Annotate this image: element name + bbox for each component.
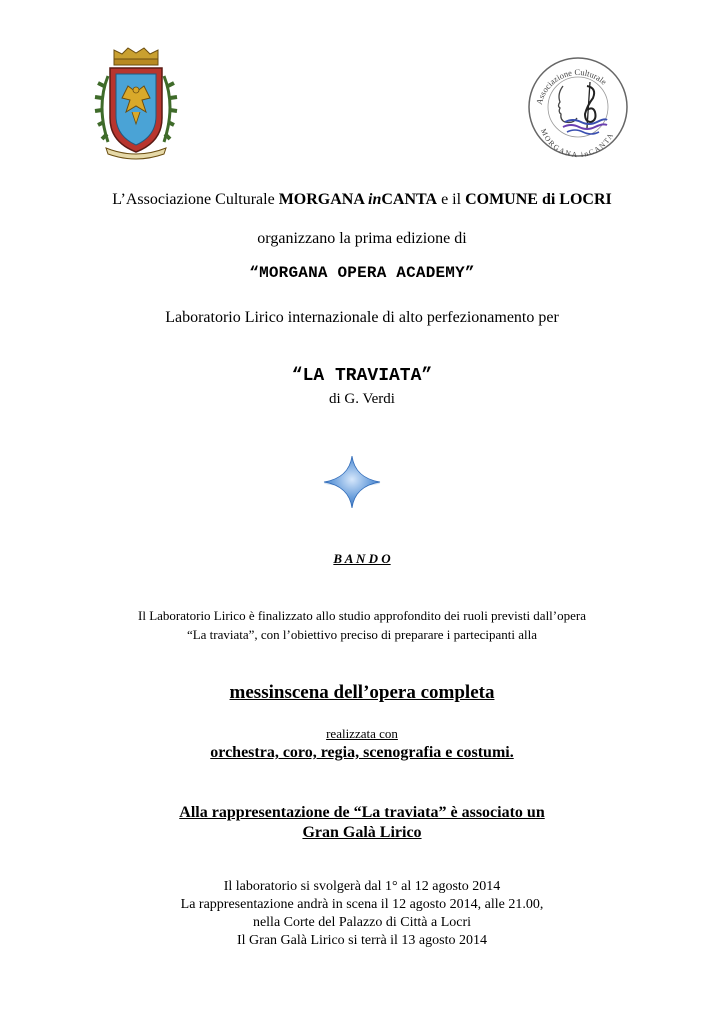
four-point-star-icon — [322, 454, 382, 510]
info-line-3: nella Corte del Palazzo di Città a Locri — [252, 915, 472, 930]
intro-conj: e il — [437, 191, 466, 208]
academy-title: “MORGANA OPERA ACADEMY” — [249, 264, 475, 282]
messinscena-heading: messinscena dell’opera completa — [229, 682, 495, 703]
orchestra-line: orchestra, coro, regia, scenografia e costumi. — [210, 744, 514, 761]
realizzata-line: realizzata con — [326, 726, 398, 741]
info-line-1: Il laboratorio si svolgerà dal 1° al 12 agosto 2014 — [223, 879, 501, 894]
intro-prefix: L’Associazione Culturale — [112, 191, 279, 208]
association-line-1: Alla rappresentazione de “La traviata” è associato un — [179, 804, 545, 821]
bando-heading: B A N D O — [333, 551, 391, 566]
intro-in: in — [368, 191, 382, 208]
intro-morgana: MORGANA — [278, 191, 369, 208]
association-logo-icon — [527, 56, 629, 158]
lab-line: Laboratorio Lirico internazionale di alto perfezionamento per — [165, 309, 559, 326]
info-line-4: Il Gran Galà Lirico si terrà il 13 agosto 2014 — [237, 933, 487, 948]
opera-title: “LA TRAVIATA” — [291, 366, 433, 386]
logo-text-bottom: MORGANA inCANTA — [538, 127, 616, 158]
intro-comune: COMUNE di LOCRI — [465, 191, 612, 208]
intro-canta: CANTA — [381, 191, 438, 208]
info-line-2: La rappresentazione andrà in scena il 12 agosto 2014, alle 21.00, — [180, 897, 544, 912]
association-line-2: Gran Galà Lirico — [302, 824, 422, 841]
intro-line — [0, 191, 724, 209]
organize-line: organizzano la prima edizione di — [257, 230, 467, 247]
coat-of-arms-icon — [94, 46, 178, 160]
composer-line: di G. Verdi — [329, 391, 395, 407]
description-line-2: “La traviata”, con l’obiettivo preciso di preparare i partecipanti alla — [186, 627, 538, 642]
description-line-1: Il Laboratorio Lirico è finalizzato allo studio approfondito dei ruoli previsti dall’opera — [138, 608, 586, 623]
logo-text-top: Associazione Culturale — [533, 66, 609, 106]
